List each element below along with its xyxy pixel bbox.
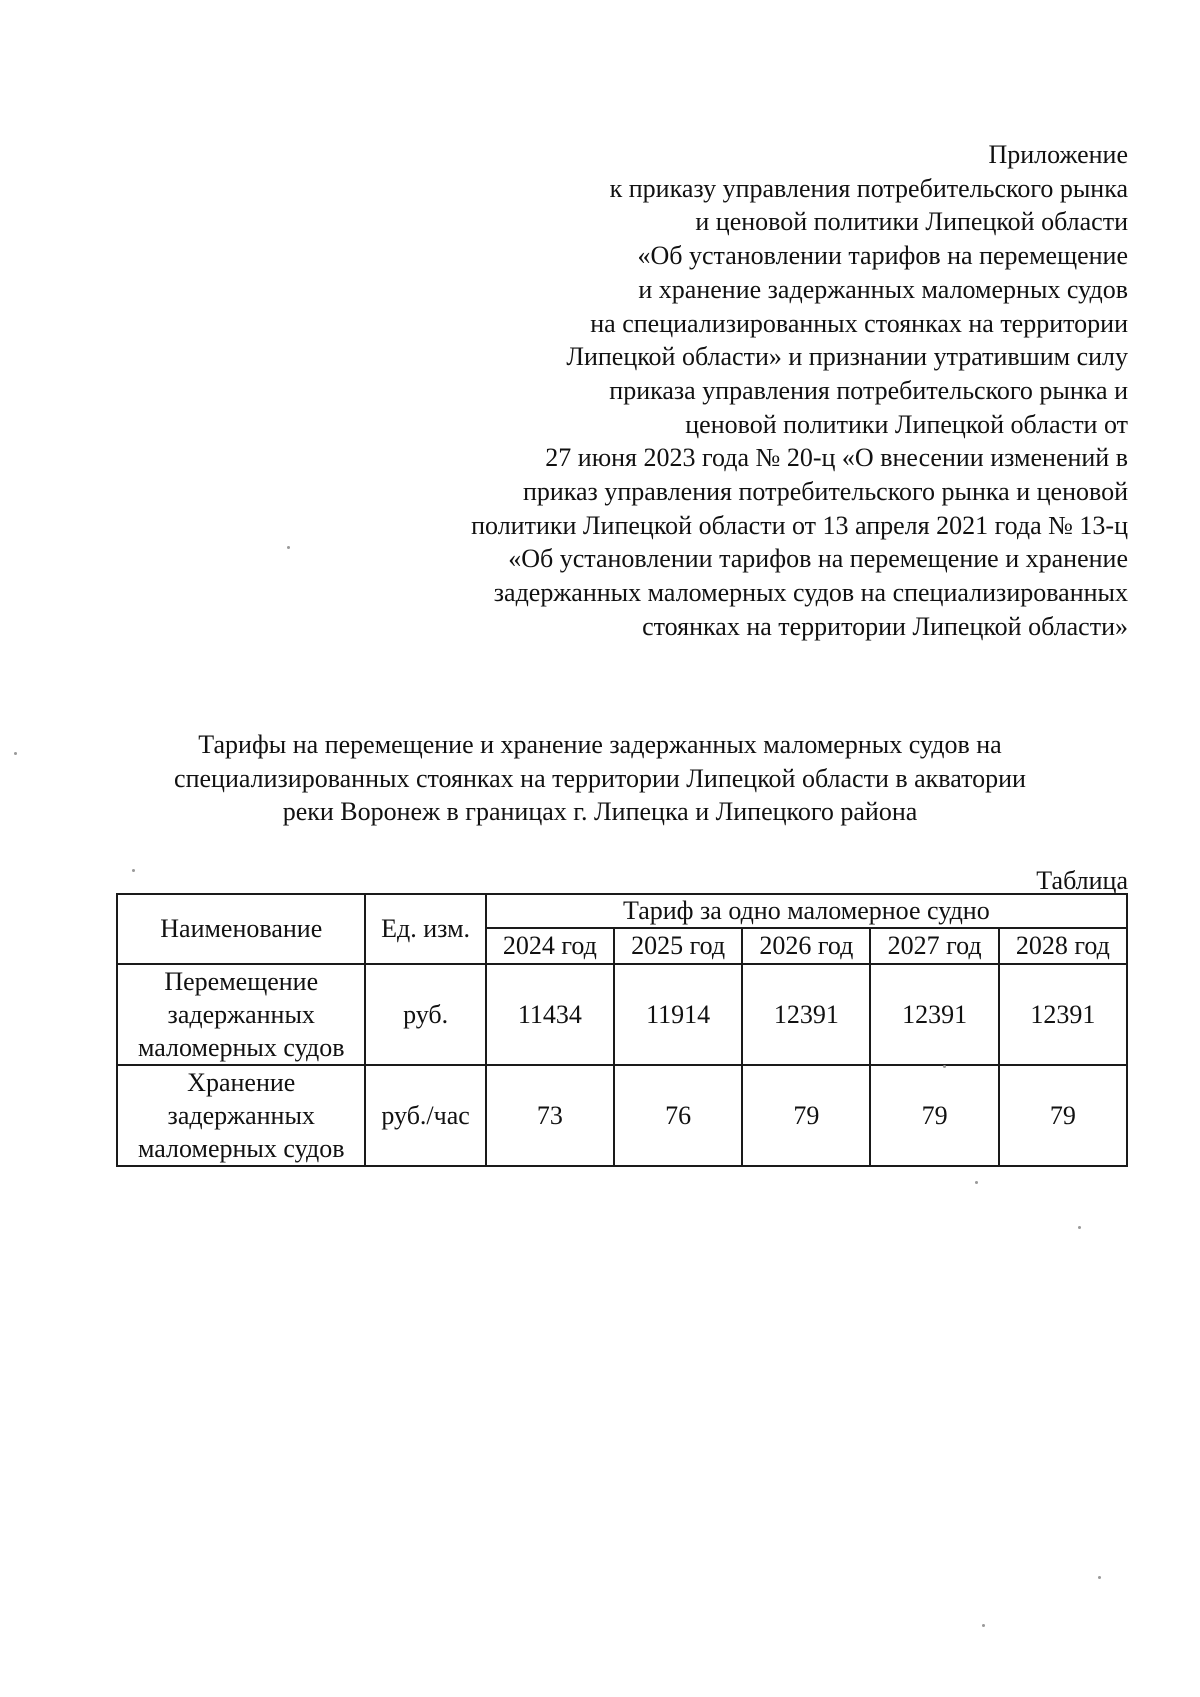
appendix-line: и ценовой политики Липецкой области (695, 207, 1128, 237)
appendix-line: ценовой политики Липецкой области от (685, 409, 1128, 439)
table-caption: Таблица (1036, 866, 1128, 895)
row-name-line: Перемещение (164, 967, 319, 996)
scan-speck (287, 546, 290, 549)
header-year: 2028 год (999, 928, 1127, 964)
header-year: 2027 год (870, 928, 998, 964)
title-line: Тарифы на перемещение и хранение задержанных маломерных судов на (198, 730, 1002, 759)
header-tariff-group: Тариф за одно маломерное судно (486, 894, 1127, 928)
row-value: 79 (742, 1065, 870, 1166)
appendix-line: стоянках на территории Липецкой области» (642, 611, 1128, 641)
row-name (117, 964, 365, 1065)
row-unit: руб. (365, 964, 485, 1065)
appendix-line: «Об установлении тарифов на перемещение и хранение (508, 544, 1128, 574)
scan-speck (943, 1065, 946, 1068)
row-value: 12391 (999, 964, 1127, 1065)
row-value: 11914 (614, 964, 742, 1065)
row-name-line: задержанных (167, 1101, 315, 1130)
row-unit: руб./час (365, 1065, 485, 1166)
scan-speck (982, 1624, 985, 1627)
title-line: специализированных стоянках на территории Липецкой области в акватории (174, 763, 1026, 793)
row-value: 12391 (742, 964, 870, 1065)
row-name-line: маломерных судов (138, 1134, 345, 1163)
appendix-line: приказа управления потребительского рынка и (609, 375, 1128, 405)
table-row (117, 964, 1127, 1065)
title-line: реки Воронеж в границах г. Липецка и Липецкого района (282, 797, 918, 826)
scan-speck (1078, 1226, 1081, 1229)
scan-speck (14, 752, 17, 755)
row-value: 79 (870, 1065, 998, 1166)
appendix-line: 27 июня 2023 года № 20-ц «О внесении изменений в (545, 443, 1128, 473)
appendix-heading (368, 138, 1128, 644)
appendix-line: и хранение задержанных маломерных судов (638, 274, 1128, 304)
row-name (117, 1065, 365, 1166)
appendix-line: на специализированных стоянках на территории (590, 308, 1128, 338)
scan-speck (132, 869, 135, 872)
appendix-line: Приложение (988, 140, 1128, 169)
row-name-line: маломерных судов (138, 1033, 345, 1062)
header-year: 2026 год (742, 928, 870, 964)
appendix-line: политики Липецкой области от 13 апреля 2021 года № 13-ц (471, 510, 1128, 540)
document-title (100, 728, 1100, 829)
header-unit: Ед. изм. (365, 894, 485, 964)
row-value: 79 (999, 1065, 1127, 1166)
scan-speck (975, 1181, 978, 1184)
appendix-line: задержанных маломерных судов на специализированных (493, 578, 1128, 608)
row-name-line: задержанных (167, 1000, 315, 1029)
scan-speck (1098, 1576, 1101, 1579)
row-value: 73 (486, 1065, 614, 1166)
row-value: 12391 (870, 964, 998, 1065)
tariff-table (116, 893, 1128, 1167)
appendix-line: «Об установлении тарифов на перемещение (637, 241, 1128, 271)
row-name-line: Хранение (187, 1068, 296, 1097)
appendix-line: к приказу управления потребительского рынка (609, 173, 1128, 203)
table-row (117, 1065, 1127, 1166)
header-year: 2025 год (614, 928, 742, 964)
appendix-line: Липецкой области» и признании утратившим силу (566, 342, 1128, 372)
header-year: 2024 год (486, 928, 614, 964)
table-header-row (117, 894, 1127, 928)
appendix-line: приказ управления потребительского рынка и ценовой (522, 477, 1128, 507)
header-name: Наименование (117, 894, 365, 964)
row-value: 11434 (486, 964, 614, 1065)
row-value: 76 (614, 1065, 742, 1166)
